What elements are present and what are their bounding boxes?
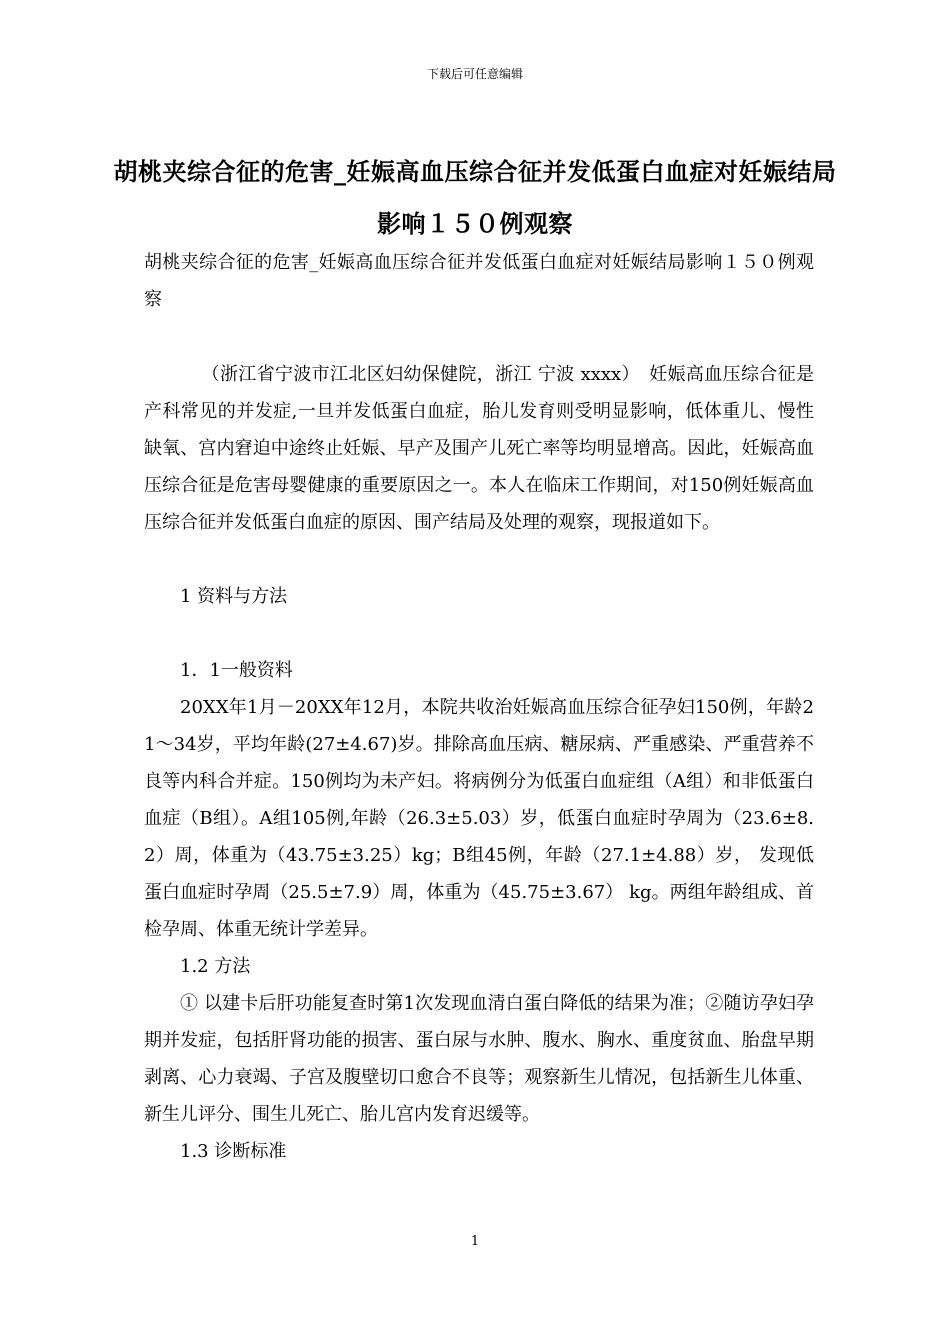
- section-1-2-heading: 1.2 方法: [180, 956, 251, 977]
- document-title: 胡桃夹综合征的危害_妊娠高血压综合征并发低蛋白血症对妊娠结局影响１５０例观察: [113, 158, 837, 238]
- spacer: [144, 318, 814, 356]
- header-note: 下载后可任意编辑: [426, 67, 523, 81]
- section-1-heading: 1 资料与方法: [180, 586, 288, 607]
- section-1-1-paragraph: 20XX年1月－20XX年12月，本院共收治妊娠高血压综合征孕妇150例，年龄21～34岁，平均年龄(27±4.67)岁。排除高血压病、糖尿病、严重感染、严重营养不良等内科合并症。150例均为未产妇。将病例分为低蛋白血症组（A组）和非低蛋白血症（B组）。A组105例,年龄（26.3±5.03）岁，低蛋白血症时孕周为（23.6±8.2）周，体重为（43.75±3.25）kg；B组45例，年龄（27.1±4.88）岁， 发现低蛋白血症时孕周（25.5±7.9）周，体重为（45.75±3.67） kg。两组年龄组成、首检孕周、体重无统计学差异。: [144, 697, 814, 940]
- section-1-1-heading: 1．1一般资料: [180, 660, 293, 681]
- spacer: [144, 615, 814, 652]
- page-number: 1: [470, 1234, 480, 1249]
- intro-paragraph: （浙江省宁波市江北区妇幼保健院，浙江 宁波 xxxx） 妊娠高血压综合征是产科常见的并发症,一旦并发低蛋白血症，胎儿发育则受明显影响，低体重儿、慢性缺氧、宫内窘迫中途终止妊娠、早产及围产儿死亡率等均明显增高。因此，妊娠高血压综合征是危害母婴健康的重要原因之一。本人在临床工作期间，对150例妊娠高血压综合征并发低蛋白血症的原因、围产结局及处理的观察，现报道如下。: [144, 364, 814, 533]
- document-body: [144, 244, 814, 1170]
- document-subtitle: 胡桃夹综合征的危害_妊娠高血压综合征并发低蛋白血症对妊娠结局影响１５０例观察: [144, 252, 814, 310]
- section-1-3-heading: 1.3 诊断标准: [180, 1141, 287, 1162]
- section-1-2-paragraph: ① 以建卡后肝功能复查时第1次发现血清白蛋白降低的结果为准；②随访孕妇孕期并发症，包括肝肾功能的损害、蛋白尿与水肿、腹水、胸水、重度贫血、胎盘早期剥离、心力衰竭、子宫及腹壁切口愈合不良等；观察新生儿情况，包括新生儿体重、新生儿评分、围生儿死亡、胎儿宫内发育迟缓等。: [144, 993, 814, 1125]
- spacer: [144, 541, 814, 578]
